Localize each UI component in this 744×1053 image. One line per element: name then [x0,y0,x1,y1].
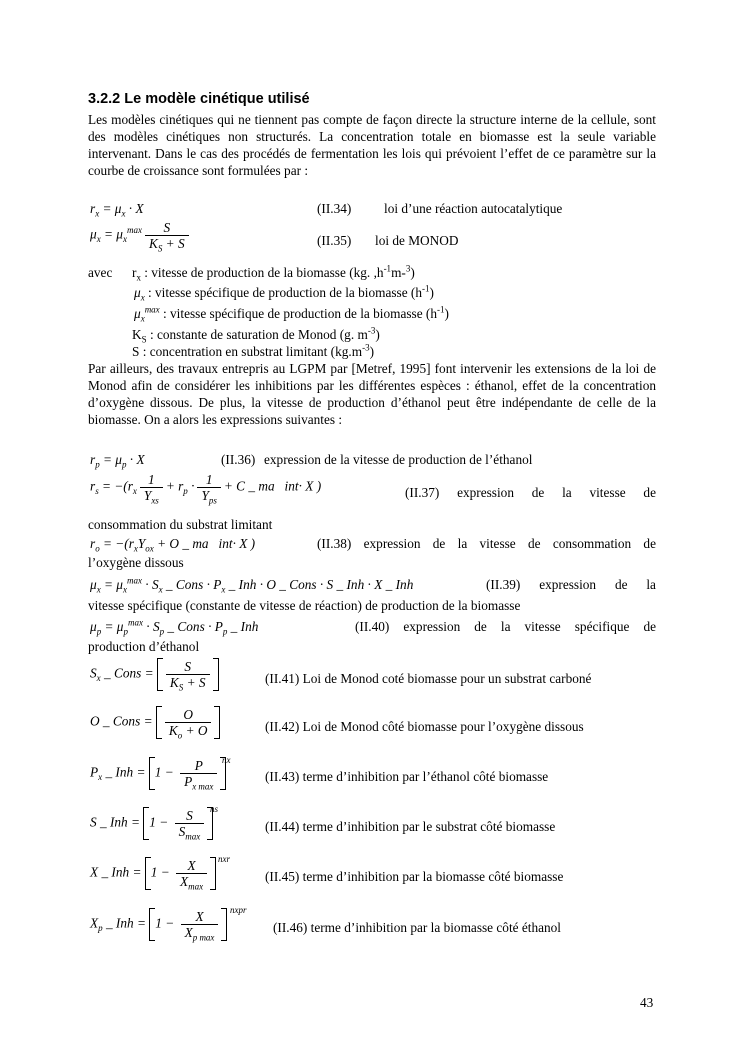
equation-monod: $\mu_x = \mu_x^{max}$ $\frac{S}{K_S + S}$ [90,220,192,251]
equation-s-inh: S _ Inh = 1 − $\frac{S}{S_{max}}$ [90,807,213,840]
eq36-number: (II.36) [221,452,256,467]
eq41-desc: (II.41) Loi de Monod coté biomasse pour un substrat carboné [265,671,592,686]
exponent-ns: ns [210,804,219,814]
equation-sx-cons: $S_x$ _ Cons = $\frac{S}{K_S + S}$ [90,658,219,691]
eq40-cont: production d’éthanol [88,639,200,654]
eq40-label: (II.40) expression de la vitesse spécifique de [355,619,656,634]
eq38-label: (II.38) expression de la vitesse de consommation de [317,536,656,551]
eq39-label: (II.39) expression de la [486,577,656,592]
eq34-desc: loi d’une réaction autocatalytique [384,201,563,216]
equation-mux: $\mu_x = \mu_x^{max} \cdot S_x$ _ Cons · $P_x$ _ Inh · O _ Cons · S _ Inh · X _ Inh [90,575,414,595]
def-ks: $K_S$ : constante de saturation de Monod (g. $m^{-3}$) [132,325,380,345]
eq45-desc: (II.45) terme d’inhibition par la biomasse côté biomasse [265,869,564,884]
def-mu: $\mu_x$ : vitesse spécifique de production de la biomasse $(h^{-1})$ [134,283,434,303]
eq42-desc: (II.42) Loi de Monod côté biomasse pour l’oxygène dissous [265,719,584,734]
equation-rs: $r_s = -(r_x$ $\frac{1}{Y_{xs}}$ + $r_p$ · $\frac{1}{Y_{ps}}$ + C _ ma int· X ) [90,472,322,506]
section-heading: 3.2.2 Le modèle cinétique utilisé [88,91,310,107]
equation-ro: $r_o = -(r_xY_{ox} + O$ _ ma int· X ) [90,536,256,554]
eq39-cont: vitesse spécifique (constante de vitesse de réaction) de production de la biomasse [88,598,521,613]
eq43-desc: (II.43) terme d’inhibition par l’éthanol côté biomasse [265,769,549,784]
equation-x-inh: X _ Inh = 1 − $\frac{X}{X_{max}}$ [90,857,216,890]
equation-o-cons: O _ Cons = $\frac{O}{K_o + O}$ [90,706,220,739]
avec-label: avec [88,265,113,280]
eq46-desc: (II.46) terme d’inhibition par la biomasse côté éthanol [273,920,562,935]
eq35-number: (II.35) [317,233,352,248]
eq36-desc: expression de la vitesse de production de l’éthanol [264,452,533,467]
exponent-nxr: nxr [218,854,230,864]
intro-paragraph: Les modèles cinétiques qui ne tiennent pas compte de façon directe la structure interne de la cellule, sont des modèles cinétiques non structurés. La concentration totale en biomasse est la seule variable intervenant. Dans le cas des procédés de fermentation les lois qui prévoient l’effet de ce paramètre sur la courbe de croissance sont formulées par : [88,112,656,178]
exponent-nx: nx [222,755,231,765]
eq34-number: (II.34) [317,201,352,216]
eq37-cont: consommation du substrat limitant [88,517,273,532]
equation-mup: $\mu_p = \mu_p^{max} \cdot S_p$ _ Cons · $P_p$ _ Inh [90,617,259,637]
equation-rx: $r_x = \mu_x \cdot X$ [90,201,144,219]
eq38-cont: l’oxygène dissous [88,555,184,570]
paragraph-2: Par ailleurs, des travaux entrepris au LGPM par [Metref, 1995] font intervenir les extensions de la loi de Monod afin de considérer les inhibitions par les différentes espèces : éthanol, effet de la concentration d’oxygène dissous. De plus, la vitesse de production d’éthanol peut être indépendante de celle de la biomasse. On a alors les expressions suivantes : [88,361,656,427]
eq37-label: (II.37) expression de la vitesse de [405,485,656,500]
def-mumax: $\mu_x^{max}$ : vitesse spécifique de production de la biomasse $(h^{-1})$ [134,304,449,324]
equation-px-inh: $P_x$ _ Inh = 1 − $\frac{P}{P_{x max}}$ [90,757,226,790]
eq35-desc: loi de MONOD [375,233,459,248]
def-rx: $r_x$ : vitesse de production de la biomasse (kg. $,h^{-1}m-^3$) [132,263,415,283]
exponent-nxpr: nxpr [230,905,247,915]
page-number: 43 [640,995,654,1010]
equation-rp: $r_p = \mu_p \cdot X$ [90,452,145,470]
eq44-desc: (II.44) terme d’inhibition par le substrat côté biomasse [265,819,556,834]
def-s: S : concentration en substrat limitant $(kg.m^{-3})$ [132,342,375,359]
equation-xp-inh: $X_p$ _ Inh = 1 − $\frac{X}{X_{p max}}$ [90,908,227,941]
